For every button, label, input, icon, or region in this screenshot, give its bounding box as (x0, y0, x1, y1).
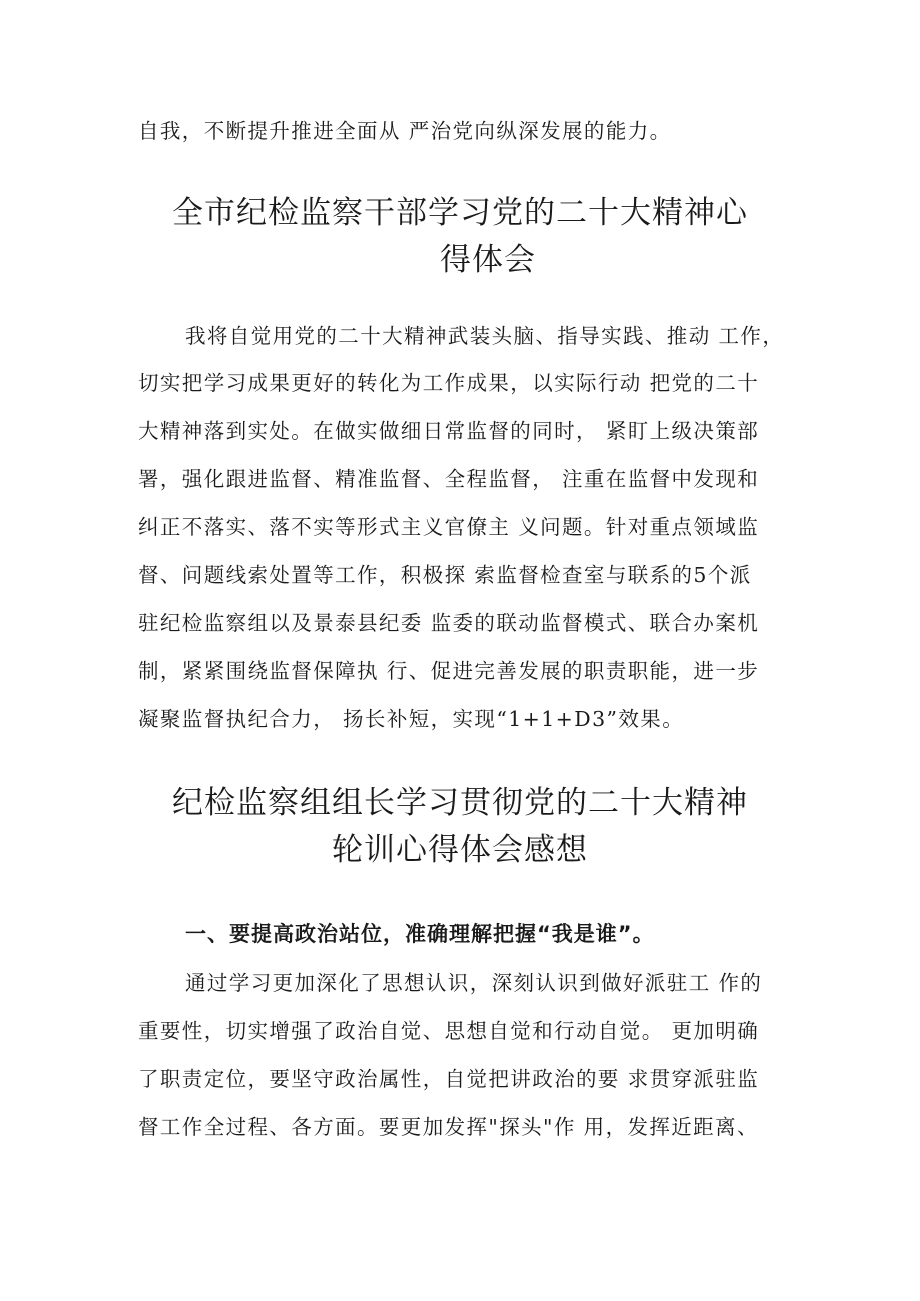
article1-paragraph-line: 纠正不落实、落不实等形式主义官僚主 义问题。针对重点领域监 (138, 515, 760, 539)
article1-paragraph-line: 制，紧紧围绕监督保障执 行、促进完善发展的职责职能，进一步 (138, 659, 760, 683)
article1-paragraph-line: 切实把学习成果更好的转化为工作成果，以实际行动 把党的二十 (138, 371, 760, 395)
article1-title-line2: 得体会 (440, 242, 536, 278)
article1-title-line1: 全市纪检监察干部学习党的二十大精神心 (172, 195, 748, 231)
article2-title-line2: 轮训心得体会感想 (332, 832, 588, 868)
article1-paragraph-line: 驻纪检监察组以及景泰县纪委 监委的联动监督模式、联合办案机 (138, 611, 760, 635)
article1-paragraph-line: 大精神落到实处。在做实做细日常监督的同时， 紧盯上级决策部 (138, 419, 760, 443)
intro-closing-line: 自我，不断提升推进全面从 严治党向纵深发展的能力。 (138, 119, 672, 143)
article2-title-line1: 纪检监察组组长学习贯彻党的二十大精神 (172, 785, 748, 821)
article2-paragraph-line: 了职责定位，要坚守政治属性，自觉把讲政治的要 求贯穿派驻监 (138, 1067, 760, 1091)
article1-paragraph-line: 督、问题线索处置等工作，积极探 索监督检查室与联系的5个派 (138, 563, 752, 587)
article1-paragraph-line: 凝聚监督执纪合力， 扬长补短，实现“1+1+D3”效果。 (138, 707, 685, 731)
article1-paragraph-line: 我将自觉用党的二十大精神武装头脑、指导实践、推动 工作， (185, 324, 785, 348)
article2-section-heading: 一、要提高政治站位，准确理解把握“我是谁”。 (185, 922, 655, 946)
article1-paragraph-line: 署，强化跟进监督、精准监督、全程监督， 注重在监督中发现和 (138, 467, 760, 491)
article2-paragraph-line: 督工作全过程、各方面。要更加发挥"探头"作 用，发挥近距离、 (138, 1115, 759, 1139)
article2-paragraph-line: 重要性，切实增强了政治自觉、思想自觉和行动自觉。 更加明确 (138, 1019, 760, 1043)
article2-paragraph-line: 通过学习更加深化了思想认识，深刻认识到做好派驻工 作的 (185, 971, 763, 995)
